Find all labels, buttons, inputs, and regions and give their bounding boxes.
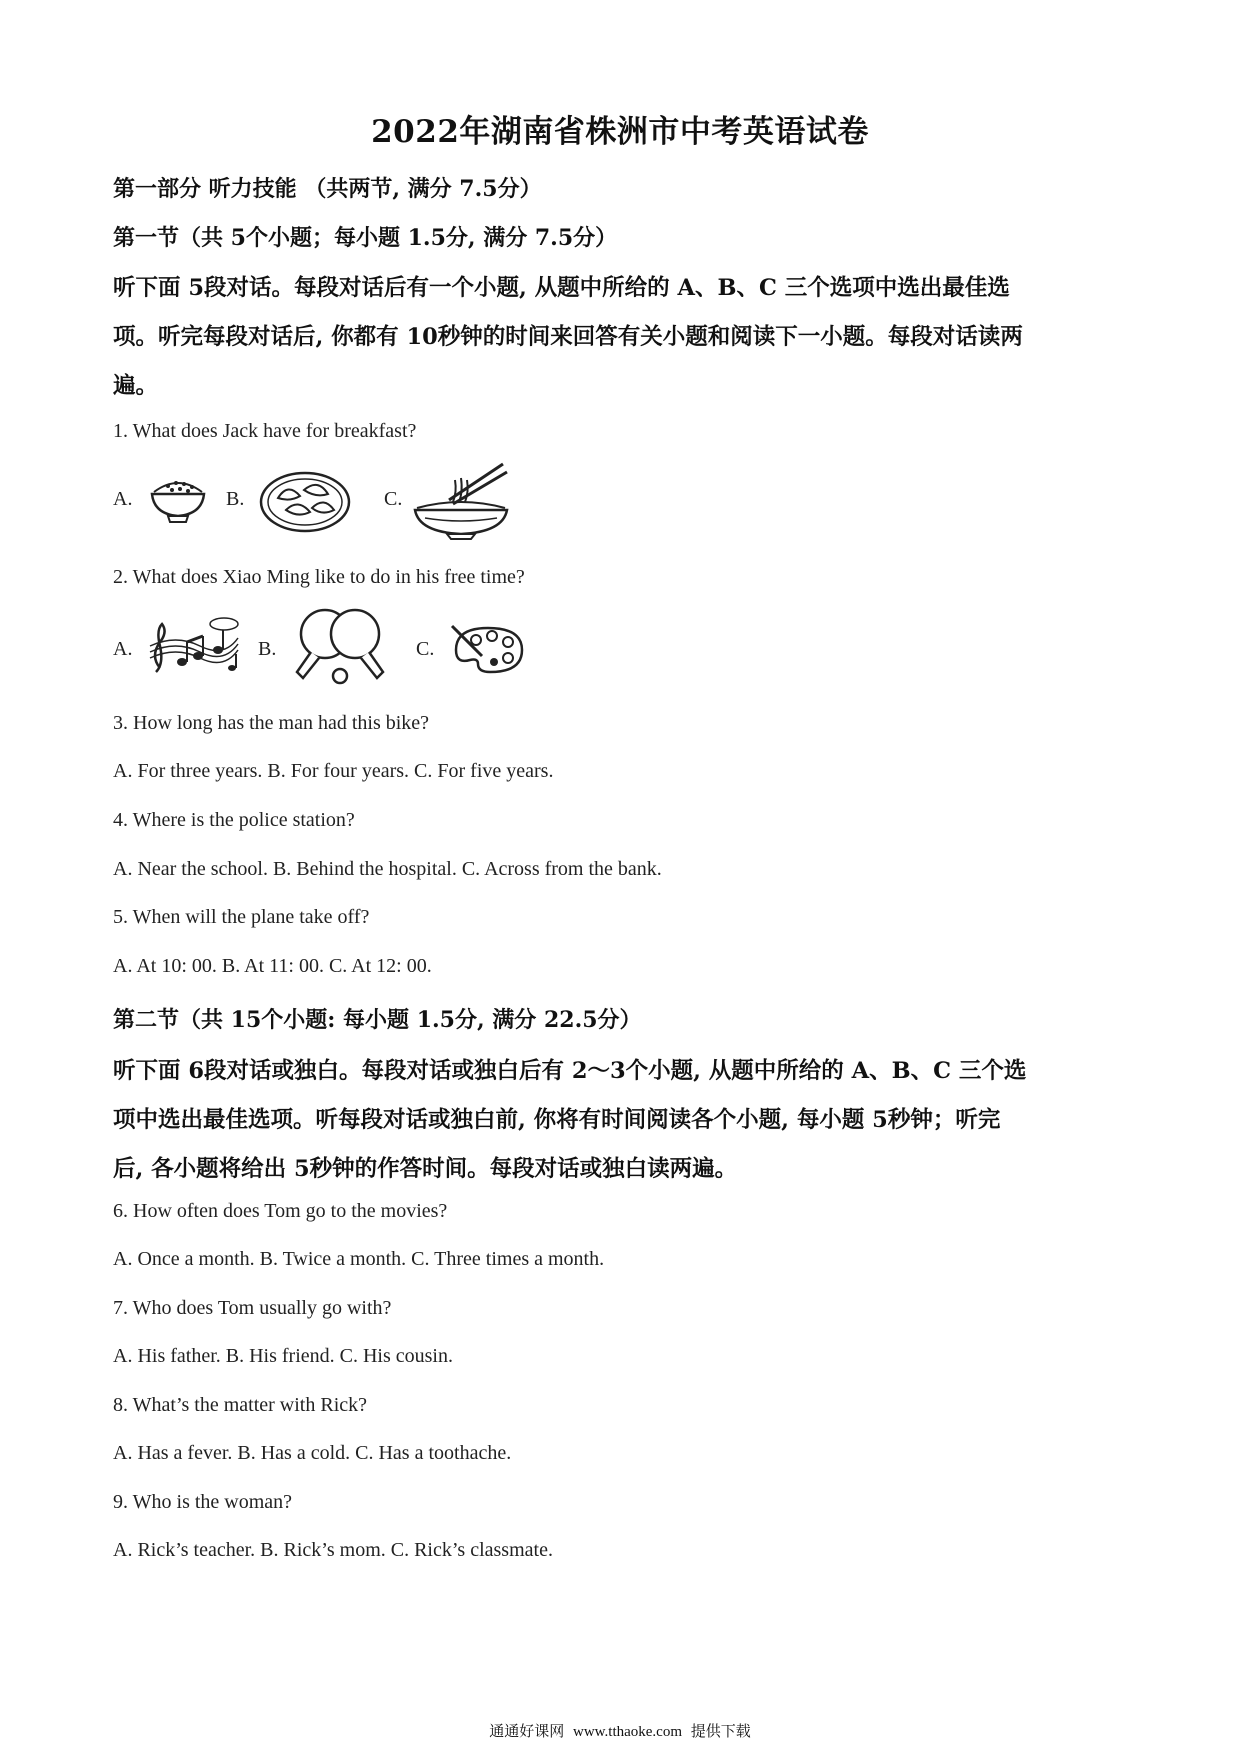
rice-bowl-icon — [148, 470, 208, 528]
noodles-bowl-icon — [411, 460, 511, 544]
question-7-options: A. His father. B. His friend. C. His cousin. — [113, 1345, 453, 1367]
ping-pong-paddles-icon — [291, 606, 391, 690]
music-notes-icon — [146, 616, 241, 684]
footer-site-link[interactable]: www.tthaoke.com — [573, 1724, 682, 1740]
section1-header: 第一节（共 5个小题；每小题 1.5分, 满分 7.5分） — [113, 225, 618, 251]
option-b-label: B. — [258, 638, 277, 660]
question-3-options: A. For three years. B. For four years. C. For five years. — [113, 760, 554, 782]
section1-instruction-line: 听下面 5段对话。每段对话后有一个小题, 从题中所给的 A、B、C 三个选项中选出最佳选 — [113, 275, 1010, 301]
question-7: 7. Who does Tom usually go with? — [113, 1297, 392, 1319]
footer-right-text: 提供下载 — [690, 1722, 751, 1740]
question-4-options: A. Near the school. B. Behind the hospital. C. Across from the bank. — [113, 858, 662, 880]
question-6-options: A. Once a month. B. Twice a month. C. Three times a month. — [113, 1248, 605, 1270]
question-9: 9. Who is the woman? — [113, 1491, 293, 1513]
question-4: 4. Where is the police station? — [113, 809, 355, 831]
section2-instruction-line: 听下面 6段对话或独白。每段对话或独白后有 2～3个小题, 从题中所给的 A、B、C 三个选 — [113, 1058, 1027, 1084]
page-title: 2022年湖南省株洲市中考英语试卷 — [371, 114, 869, 150]
question-5: 5. When will the plane take off? — [113, 906, 370, 928]
section1-instruction-line: 遍。 — [113, 373, 159, 399]
question-8: 8. What’s the matter with Rick? — [113, 1394, 368, 1416]
paint-palette-icon — [448, 622, 528, 682]
option-c-label: C. — [384, 488, 403, 510]
question-3: 3. How long has the man had this bike? — [113, 712, 430, 734]
question-2: 2. What does Xiao Ming like to do in his free time? — [113, 566, 525, 588]
question-6: 6. How often does Tom go to the movies? — [113, 1200, 448, 1222]
page-footer — [0, 1720, 1240, 1741]
section1-instruction-line: 项。听完每段对话后, 你都有 10秒钟的时间来回答有关小题和阅读下一小题。每段对话读两 — [113, 324, 1023, 350]
footer-left-text: 通通好课网 — [489, 1722, 565, 1740]
question-1-options — [113, 460, 813, 550]
question-5-options: A. At 10: 00. B. At 11: 00. C. At 12: 00. — [113, 955, 432, 977]
question-2-options — [113, 606, 813, 696]
option-a-label: A. — [113, 488, 133, 510]
section2-instruction-line: 后, 各小题将给出 5秒钟的作答时间。每段对话或独白读两遍。 — [113, 1156, 738, 1182]
question-8-options: A. Has a fever. B. Has a cold. C. Has a toothache. — [113, 1442, 512, 1464]
section2-header: 第二节（共 15个小题: 每小题 1.5分, 满分 22.5分） — [113, 1007, 642, 1033]
section2-instruction-line: 项中选出最佳选项。听每段对话或独白前, 你将有时间阅读各个小题, 每小题 5秒钟；听完 — [113, 1107, 1001, 1133]
question-1: 1. What does Jack have for breakfast? — [113, 420, 417, 442]
part1-header: 第一部分 听力技能 （共两节, 满分 7.5分） — [113, 176, 542, 202]
question-9-options: A. Rick’s teacher. B. Rick’s mom. C. Rick’s classmate. — [113, 1539, 553, 1561]
option-a-label: A. — [113, 638, 133, 660]
option-b-label: B. — [226, 488, 245, 510]
dumplings-plate-icon — [258, 468, 353, 538]
option-c-label: C. — [416, 638, 435, 660]
